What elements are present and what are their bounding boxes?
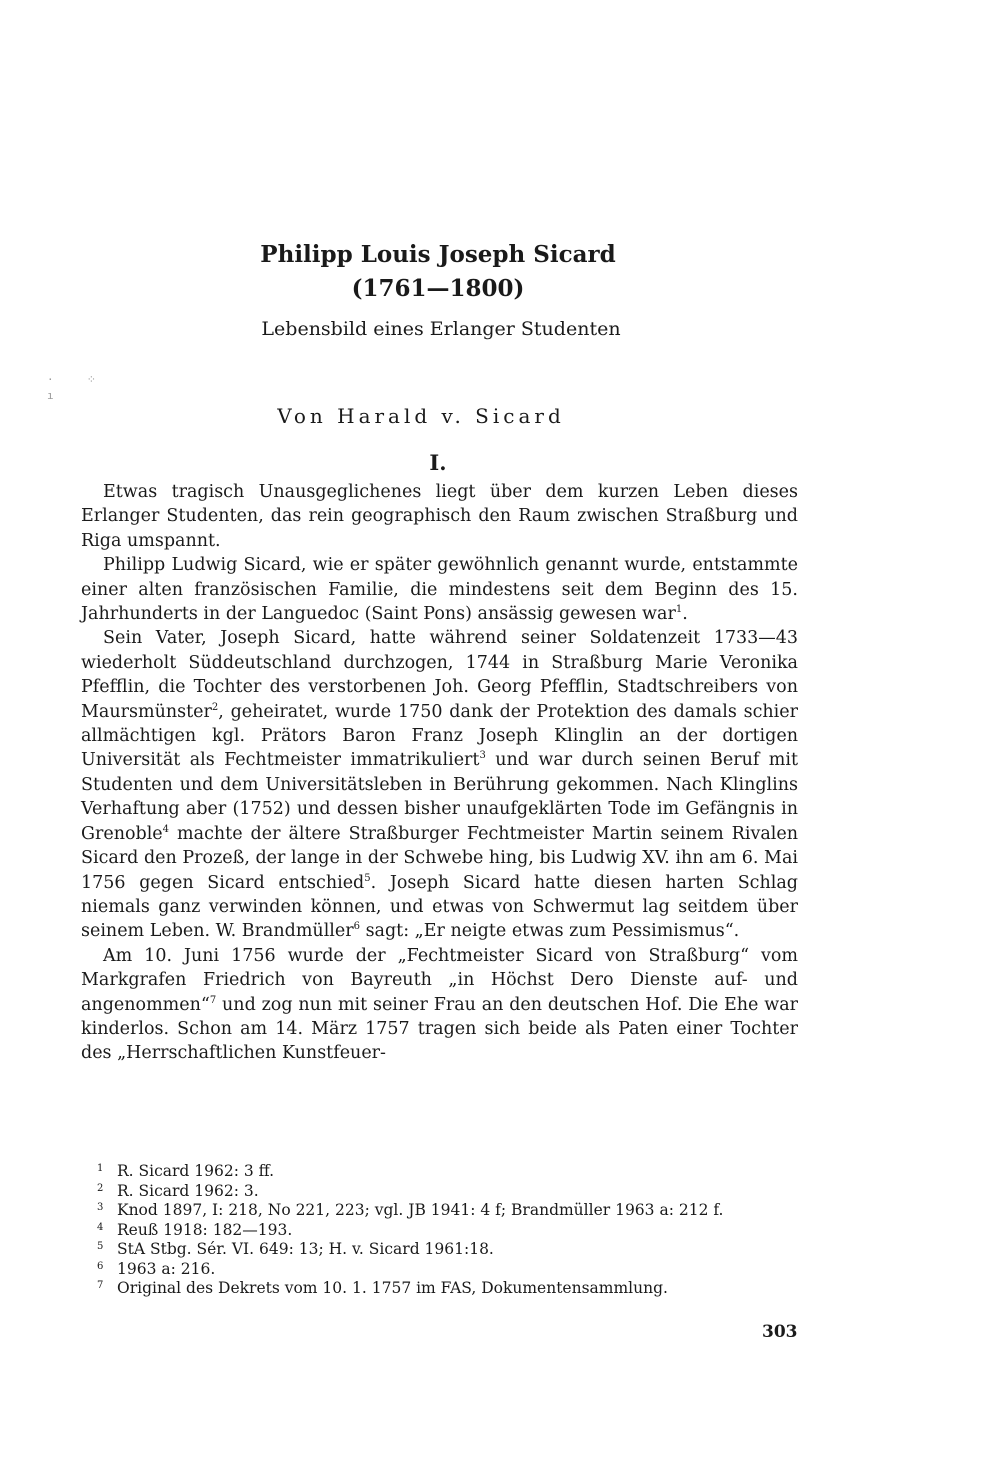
footnote-ref: 2 <box>211 701 219 713</box>
section-heading: I. <box>429 450 447 475</box>
footnote-ref: 4 <box>162 823 170 835</box>
footnote-ref: 7 <box>209 994 217 1006</box>
footnote-ref: 5 <box>364 872 371 884</box>
footnote-2: 2 R. Sicard 1962: 3. <box>97 1181 259 1200</box>
article-subtitle: Lebensbild eines Erlanger Studenten <box>261 318 621 340</box>
paragraph-4: Am 10. Juni 1756 wurde der „Fechtmeister Sicard von Straßburg“ vom Markgrafen Friedrich von Bayreuth „in Höchst Dero Dienste auf- und angenommen“$^7$ und zog nun mit seiner Frau an den deutschen Hof. Die Ehe war kinderlos. Schon am 14. März 1757 tragen sich beide als Paten einer Tochter des „Herrschaftlichen Kunstfeuer- <box>81 945 798 1064</box>
footnote-6: 6 1963 a: 216. <box>97 1259 216 1278</box>
footnote-ref: 3 <box>479 750 486 762</box>
scan-artifact-marks: · ⁘ ı <box>47 373 96 402</box>
paragraph-1: Etwas tragisch Unausgeglichenes liegt über dem kurzen Leben dieses Erlanger Studenten, das rein geographisch den Raum zwischen Straßburg und Riga umspannt. <box>81 482 798 551</box>
author-line: Von Harald v. Sicard <box>277 404 565 428</box>
footnote-3: 3 Knod 1897, I: 218, No 221, 223; vgl. JB 1941: 4 f; Brandmüller 1963 a: 212 f. <box>97 1201 724 1219</box>
footnote-1: 1 R. Sicard 1962: 3 ff. <box>97 1162 275 1180</box>
paragraph-2: Philipp Ludwig Sicard, wie er später gewöhnlich genannt wurde, entstammte einer alten französischen Familie, die mindestens seit dem Beginn des 15. Jahrhunderts in der Languedoc (Saint Pons) ansässig gewesen war$^1$. <box>81 555 798 625</box>
footnote-ref: 6 <box>353 921 360 933</box>
paragraph-3: Sein Vater, Joseph Sicard, hatte während seiner Soldatenzeit 1733—43 wiederholt Süddeutschland durchzogen, 1744 in Straßburg Marie Veronika Pfefflin, die Tochter des verstorbenen Joh. Georg Pfefflin, Stadtschreibers von Maursmünster$^2$, geheiratet, wurde 1750 dank der Protektion des damals schier allmächtigen kgl. Prätors Baron Franz Joseph Klinglin an der dortigen Universität als Fechtmeister immatrikuliert$^3$ und war durch seinen Beruf mit Studenten und dem Universitätsleben in Berührung gekommen. Nach Klinglins Verhaftung aber (1752) und dessen bisher unaufgeklärten Tode im Gefängnis in Grenoble$^4$ machte der ältere Straßburger Fechtmeister Martin seinem Rivalen Sicard den Prozeß, der lange in der Schwebe hing, bis Ludwig XV. ihn am 6. Mai 1756 gegen Sicard entschied$^5$. Joseph Sicard hatte diesen harten Schlag niemals ganz verwinden können, und etwas von Schwermut lag seitdem über seinem Leben. W. Brandmüller$^6$ sagt: „Er neigte etwas zum Pessimismus“. <box>81 628 798 942</box>
article-title-dates: (1761—1800) <box>351 275 525 302</box>
footnote-5: 5 StA Stbg. Sér. VI. 649: 13; H. v. Sicard 1961:18. <box>97 1240 494 1258</box>
article-title: Philipp Louis Joseph Sicard <box>260 241 616 268</box>
page-number: 303 <box>762 1322 798 1342</box>
footnote-4: 4 Reuß 1918: 182—193. <box>97 1220 293 1239</box>
footnote-7: 7 Original des Dekrets vom 10. 1. 1757 im FAS, Dokumentensammlung. <box>97 1279 668 1297</box>
footnotes <box>97 1162 817 1299</box>
footnote-ref: 1 <box>675 604 683 616</box>
body-text <box>81 480 798 1066</box>
